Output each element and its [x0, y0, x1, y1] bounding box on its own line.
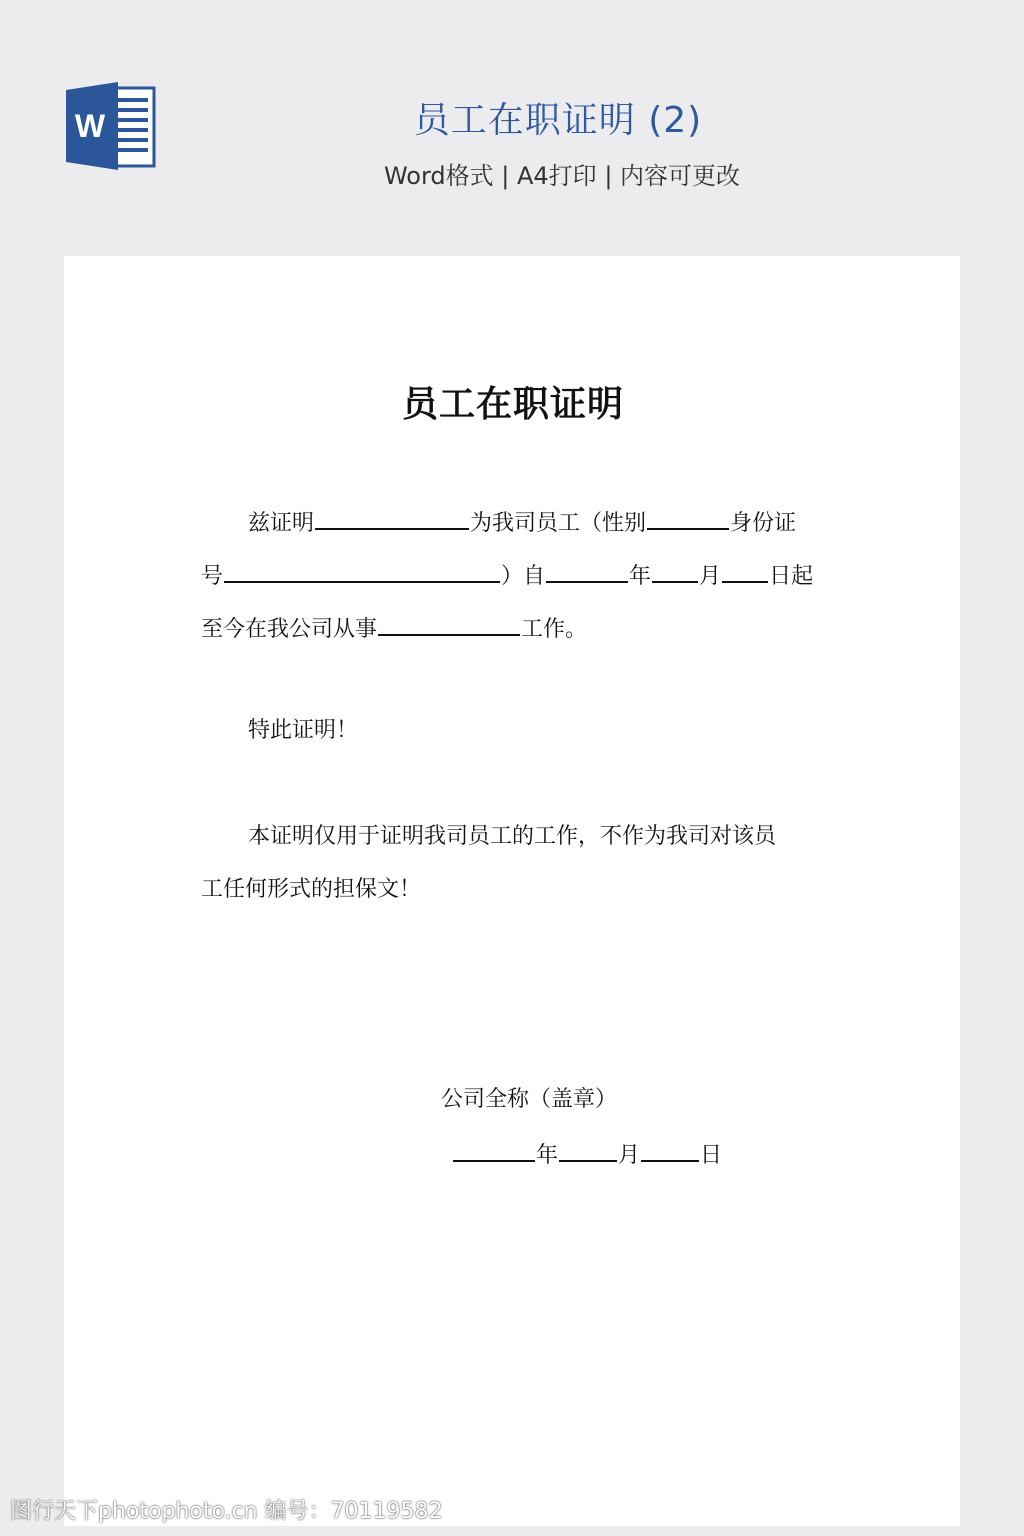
gender-blank	[647, 506, 729, 530]
text-segment: ）自	[501, 564, 546, 589]
company-seal-label: 公司全称（盖章）	[441, 1087, 618, 1112]
signature-date	[452, 1138, 722, 1171]
sign-year-blank	[453, 1138, 535, 1162]
text-segment: 月	[699, 564, 722, 589]
text-segment: 年	[629, 564, 652, 589]
watermark: 图行天下photophoto.cn 编号：70119582	[10, 1499, 443, 1524]
paragraph-3-line-1: 本证明仅用于证明我司员工的工作，不作为我司对该员	[248, 824, 777, 849]
text-segment: 至今在我公司从事	[201, 617, 378, 642]
id-number-blank	[224, 559, 500, 583]
text-segment: 月	[618, 1143, 641, 1168]
text-segment: 号	[201, 564, 224, 589]
position-blank	[378, 612, 520, 636]
logo-letter: W	[74, 108, 106, 144]
start-month-blank	[652, 559, 698, 583]
paragraph-2: 特此证明！	[248, 718, 359, 743]
sign-day-blank	[641, 1138, 699, 1162]
header	[0, 0, 1024, 255]
text-segment: 日	[700, 1143, 723, 1168]
text-segment: 为我司员工（性别	[470, 511, 647, 536]
text-segment: 工作。	[521, 617, 588, 642]
paragraph-1-line-1	[248, 506, 796, 536]
paragraph-1-line-2	[201, 559, 813, 589]
name-blank	[315, 506, 469, 530]
sign-month-blank	[559, 1138, 617, 1162]
text-segment: 兹证明	[248, 511, 315, 536]
paragraph-1-line-3	[201, 612, 587, 642]
start-year-blank	[546, 559, 628, 583]
text-segment: 身份证	[730, 511, 797, 536]
text-segment: 日起	[769, 564, 814, 589]
document-title: 员工在职证明	[401, 383, 624, 425]
start-day-blank	[722, 559, 768, 583]
document-page	[64, 256, 960, 1526]
paragraph-3-line-2: 工任何形式的担保文！	[201, 877, 422, 902]
page-subtitle: Word格式 | A4打印 | 内容可更改	[383, 162, 741, 190]
text-segment: 年	[536, 1143, 559, 1168]
page-title: 员工在职证明 (2)	[413, 100, 703, 141]
